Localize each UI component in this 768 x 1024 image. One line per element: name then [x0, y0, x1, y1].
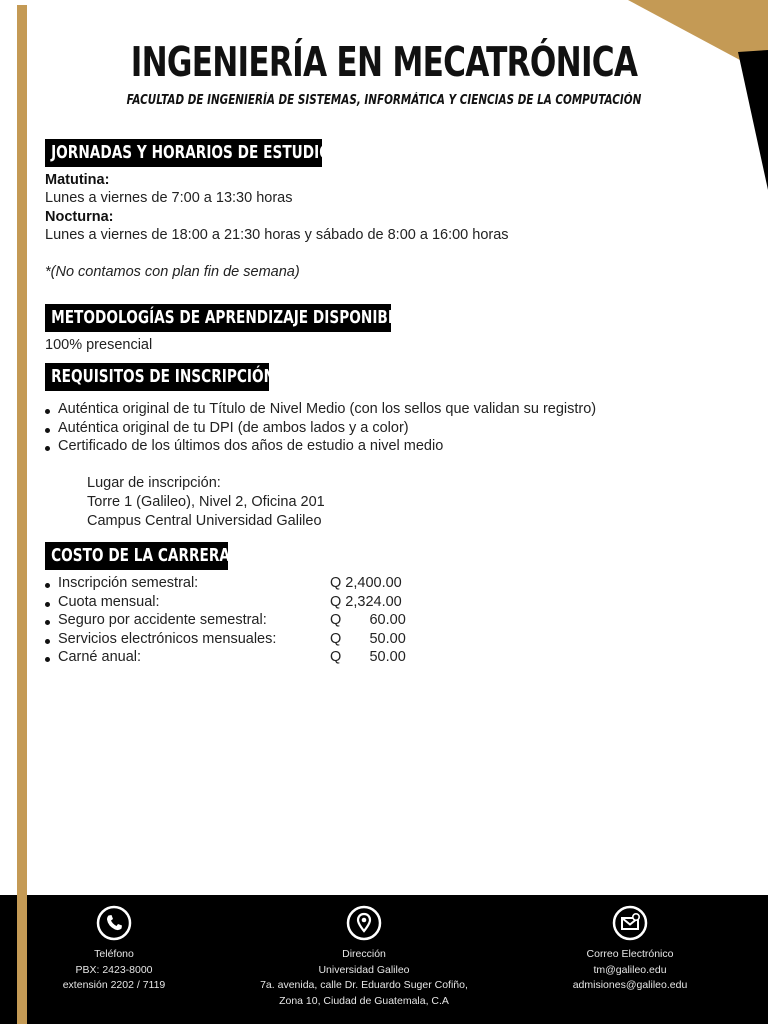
email-title: Correo Electrónico: [586, 948, 674, 960]
phone-extension: extensión 2202 / 7119: [62, 979, 166, 991]
phone-title: Teléfono: [94, 948, 134, 960]
phone-pbx: PBX: 2423-8000: [75, 963, 153, 976]
footer-address: [234, 905, 494, 1009]
cost-heading: [45, 542, 236, 570]
schedule-heading-text: JORNADAS Y HORARIOS DE ESTUDIOS:: [51, 142, 347, 163]
email-admissions[interactable]: admisiones@galileo.edu: [572, 979, 688, 991]
bullet-icon: [45, 602, 50, 607]
place-line-1: Torre 1 (Galileo), Nivel 2, Oficina 201: [87, 494, 325, 510]
morning-label: Matutina:: [45, 172, 110, 188]
phone-icon: [96, 905, 132, 941]
place-line-2: Campus Central Universidad Galileo: [87, 513, 322, 529]
cost-row: Cuota mensual: Q 2,324.00: [45, 593, 276, 612]
weekend-note: *(No contamos con plan fin de semana): [45, 264, 300, 280]
night-schedule: Lunes a viernes de 18:00 a 21:30 horas y sábado de 8:00 a 16:00 horas: [45, 227, 509, 243]
cost-row: Seguro por accidente semestral: Q 60.00: [45, 611, 276, 630]
bullet-icon: [45, 428, 50, 433]
footer-phone: [0, 905, 244, 994]
bullet-icon: [45, 620, 50, 625]
contact-footer: [0, 895, 768, 1024]
bullet-icon: [45, 657, 50, 662]
bullet-icon: [45, 583, 50, 588]
cost-heading-text: COSTO DE LA CARRERA:: [51, 545, 236, 566]
email-tm[interactable]: tm@galileo.edu: [593, 963, 667, 976]
list-item: Certificado de los últimos dos años de estudio a nivel medio: [45, 437, 596, 456]
footer-email: [500, 905, 760, 994]
cost-amount: Q 50.00: [330, 630, 406, 647]
address-line-2: 7a. avenida, calle Dr. Eduardo Suger Cofiño,: [260, 979, 468, 991]
requirements-heading: [45, 363, 281, 391]
cost-list: [45, 574, 406, 667]
cost-amount: Q 60.00: [330, 612, 406, 628]
requirements-heading-text: REQUISITOS DE INSCRIPCIÓN:: [51, 366, 281, 387]
left-accent-bar: [17, 5, 27, 1024]
place-label: Lugar de inscripción:: [87, 475, 221, 491]
address-title: Dirección: [342, 948, 386, 960]
cost-amount: Q 2,400.00: [330, 575, 402, 591]
faculty-subtitle: FACULTAD DE INGENIERÍA DE SISTEMAS, INFORMÁTICA Y CIENCIAS DE LA COMPUTACIÓN: [126, 93, 642, 108]
location-pin-icon: [346, 905, 382, 941]
address-line-1: Universidad Galileo: [318, 963, 410, 976]
cost-row: Carné anual: Q 50.00: [45, 648, 276, 667]
bullet-icon: [45, 409, 50, 414]
list-item: Auténtica original de tu DPI (de ambos lados y a color): [45, 419, 596, 438]
cost-row: Servicios electrónicos mensuales: Q 50.00: [45, 630, 276, 649]
envelope-icon: [612, 905, 648, 941]
cost-row: Inscripción semestral: Q 2,400.00: [45, 574, 276, 593]
schedule-heading: [45, 139, 347, 167]
cost-amount: Q 2,324.00: [330, 593, 402, 610]
methodology-heading-text: METODOLOGÍAS DE APRENDIZAJE DISPONIBLES:: [51, 307, 422, 328]
night-label: Nocturna:: [45, 209, 114, 225]
list-item: Auténtica original de tu Título de Nivel Medio (con los sellos que validan su registro): [45, 400, 596, 419]
bullet-icon: [45, 446, 50, 451]
page-title: INGENIERÍA EN MECATRÓNICA: [130, 38, 638, 86]
methodology-text: 100% presencial: [45, 337, 153, 353]
morning-schedule: Lunes a viernes de 7:00 a 13:30 horas: [45, 190, 293, 206]
corner-decoration: [628, 0, 768, 190]
cost-amount: Q 50.00: [330, 649, 406, 665]
bullet-icon: [45, 639, 50, 644]
requirements-list: [45, 400, 596, 456]
methodology-heading: [45, 304, 422, 332]
address-line-3: Zona 10, Ciudad de Guatemala, C.A: [279, 994, 449, 1007]
